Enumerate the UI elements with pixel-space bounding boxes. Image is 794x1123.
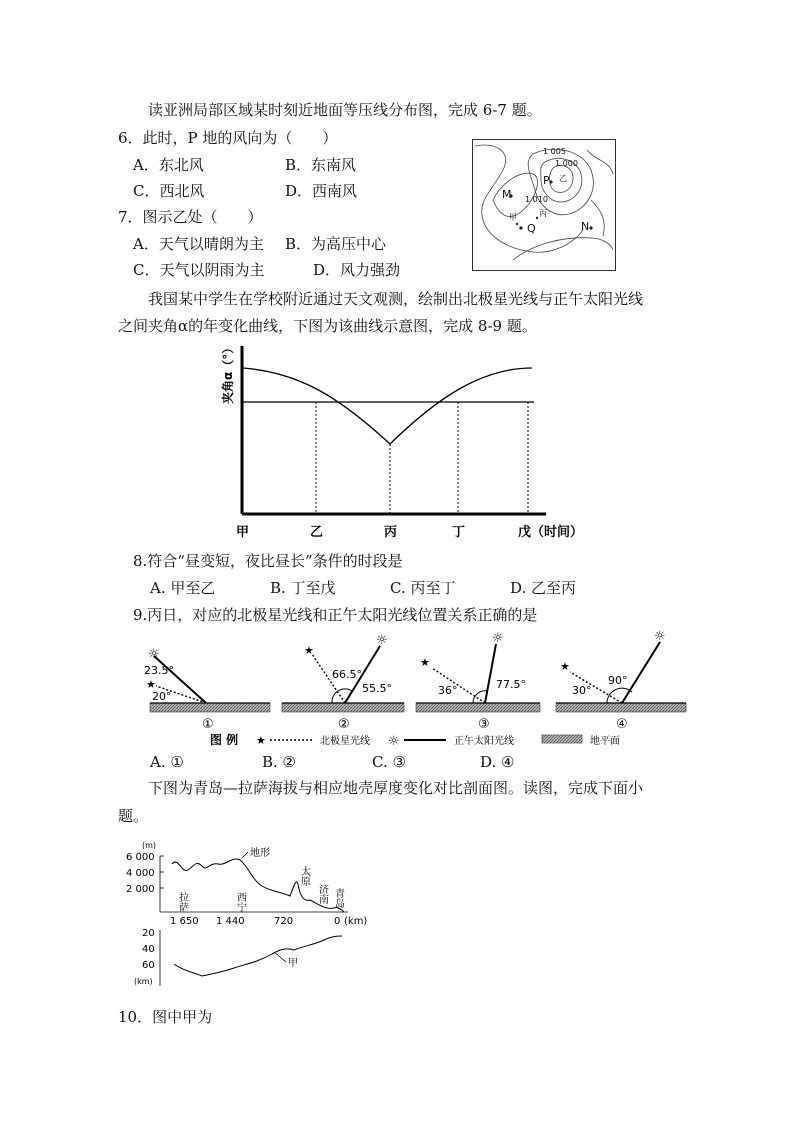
q7-option-d[interactable]: D．风力强劲: [313, 261, 401, 279]
question-9-stem: 9.丙日，对应的北极星光线和正午太阳光线位置关系正确的是: [133, 606, 538, 624]
fig1-number: ①: [202, 717, 214, 732]
q7-option-c[interactable]: C．天气以阴雨为主: [133, 261, 265, 279]
fig3-star-icon: ★: [420, 656, 430, 669]
figure-1: [144, 647, 270, 732]
q9-option-a[interactable]: A. ①: [150, 753, 184, 771]
profile-jia-label: 甲: [288, 958, 298, 969]
angle-figures: [140, 628, 700, 748]
question-8-stem: 8.符合“昼变短，夜比昼长”条件的时段是: [133, 552, 403, 570]
profile-place-taiyuan: 太原: [298, 866, 310, 886]
fig4-sun-icon: ☼: [654, 629, 666, 644]
profile-ytick-2000: 2 000: [126, 884, 155, 895]
question-7-stem: 7．图示乙处（ ）: [118, 208, 263, 226]
fig3-angle-1: 36°: [438, 684, 458, 697]
fig3-sun-icon: ☼: [492, 631, 504, 646]
question-6-stem: 6．此时，P 地的风向为（ ）: [118, 129, 338, 147]
legend-title: 图 例: [210, 733, 239, 747]
isobar-map-svg: [473, 140, 615, 270]
profile-ytick-6000: 6 000: [126, 852, 155, 863]
intro-10-line1: 下图为青岛—拉萨海拔与相应地壳厚度变化对比剖面图。读图，完成下面小: [148, 779, 644, 797]
profile-xunit: (km): [344, 916, 368, 927]
profile-place-xining: 西宁: [234, 892, 246, 912]
curve-ylabel: 夹角α（°）: [221, 341, 235, 404]
q8-option-d[interactable]: D. 乙至丙: [510, 579, 577, 597]
profile-xtick-0: 0: [334, 916, 341, 927]
figure-3: [416, 631, 540, 732]
map-label-p: P: [543, 174, 550, 187]
fig3-number: ③: [478, 717, 490, 732]
profile-ytick-60: 60: [142, 960, 155, 971]
curve-xlabel-ding: 丁: [452, 525, 466, 540]
fig4-angle-1: 30°: [572, 684, 592, 697]
profile-place-jinan: 济南: [316, 884, 328, 904]
fig1-star-icon: ★: [146, 678, 156, 691]
profile-ytick-4000: 4 000: [126, 868, 155, 879]
fig2-angle-1: 66.5°: [332, 668, 362, 681]
intro-8-9-line2: 之间夹角α的年变化曲线，下图为该曲线示意图，完成 8-9 题。: [118, 317, 537, 335]
fig2-number: ②: [338, 717, 350, 732]
q6-option-d[interactable]: D．西南风: [285, 182, 358, 200]
legend-sun-icon: ☼: [388, 734, 400, 748]
map-isobar-1010: 1 010: [525, 195, 548, 204]
fig1-sun-icon: ☼: [148, 647, 160, 662]
fig2-angle-2: 55.5°: [362, 682, 392, 695]
profile-chart: [122, 836, 372, 996]
map-label-m: M: [502, 188, 512, 201]
legend-sun-label: 正午太阳光线: [454, 736, 514, 747]
profile-ytick-40: 40: [142, 944, 155, 955]
map-label-bing: 丙: [539, 209, 547, 218]
angle-curve-chart: [210, 340, 590, 545]
curve-xlabel-wu: 戊（时间）: [518, 525, 584, 540]
profile-unit-top: (m): [142, 841, 157, 850]
q9-option-c[interactable]: C. ③: [372, 753, 406, 771]
figure-2: [282, 633, 404, 732]
profile-xtick-1440: 1 440: [216, 916, 245, 927]
legend-star-icon: ★: [256, 734, 266, 747]
fig4-angle-2: 90°: [608, 674, 628, 687]
profile-dixing-label: 地形: [250, 848, 270, 859]
map-label-q: Q: [527, 222, 536, 235]
map-label-jia: 甲: [509, 213, 517, 222]
question-10-stem: 10．图中甲为: [118, 1008, 213, 1026]
map-label-yi: 乙: [559, 174, 567, 183]
curve-line: [242, 368, 532, 444]
q8-option-a[interactable]: A. 甲至乙: [150, 579, 216, 597]
legend-ground-label: 地平面: [590, 736, 620, 747]
fig4-star-icon: ★: [560, 660, 570, 673]
fig1-angle-2: 20°: [152, 690, 172, 703]
q7-option-b[interactable]: B．为高压中心: [285, 235, 387, 253]
map-isobar-1000: 1 000: [555, 159, 578, 168]
profile-xtick-1650: 1 650: [170, 916, 199, 927]
q8-option-b[interactable]: B. 丁至戊: [270, 579, 336, 597]
q8-option-c[interactable]: C. 丙至丁: [390, 579, 456, 597]
q6-option-a[interactable]: A．东北风: [133, 156, 204, 174]
legend: [210, 732, 620, 748]
intro-8-9-line1: 我国某中学生在学校附近通过天文观测，绘制出北极星光线与正午太阳光线: [148, 290, 644, 308]
curve-xlabel-bing: 丙: [384, 525, 398, 540]
profile-place-qingdao: 青岛: [332, 888, 344, 908]
map-isobar-1005: 1 005: [543, 147, 566, 156]
figure-4: [556, 629, 686, 732]
profile-xtick-720: 720: [274, 916, 294, 927]
fig3-angle-2: 77.5°: [496, 678, 526, 691]
profile-place-lasa: 拉萨: [176, 892, 188, 912]
fig2-sun-icon: ☼: [376, 633, 388, 648]
q7-option-a[interactable]: A．天气以晴朗为主: [133, 235, 264, 253]
fig1-angle-1: 23.5°: [144, 664, 174, 677]
fig2-star-icon: ★: [304, 644, 314, 657]
q6-option-c[interactable]: C．西北风: [133, 182, 205, 200]
isobar-map: [472, 139, 616, 271]
curve-xlabel-yi: 乙: [310, 525, 324, 540]
q9-option-b[interactable]: B. ②: [262, 753, 297, 771]
fig4-number: ④: [616, 717, 628, 732]
profile-unit-bottom: (km): [134, 977, 153, 986]
legend-polaris-label: 北极星光线: [320, 736, 370, 747]
profile-ytick-20: 20: [142, 928, 155, 939]
intro-10-line2: 题。: [118, 807, 149, 825]
intro-6-7: 读亚洲局部区域某时刻近地面等压线分布图，完成 6-7 题。: [148, 101, 542, 119]
q9-option-d[interactable]: D. ④: [480, 753, 515, 771]
map-label-n: N: [581, 220, 590, 233]
curve-xlabel-jia: 甲: [236, 525, 250, 540]
q6-option-b[interactable]: B．东南风: [285, 156, 357, 174]
